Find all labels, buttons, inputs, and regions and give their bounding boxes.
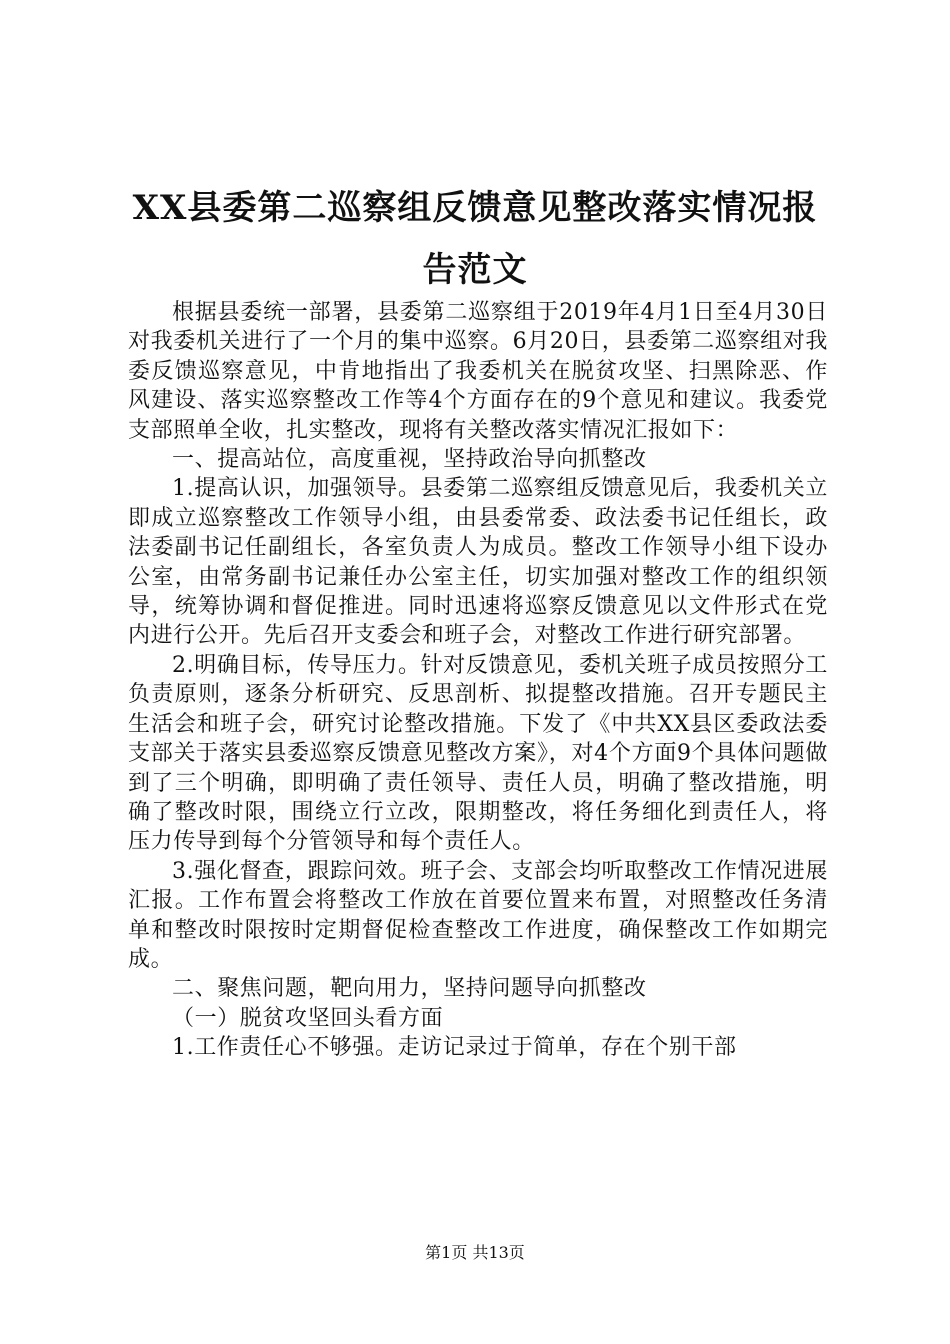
section-heading-2: 二、聚焦问题，靶向用力，坚持问题导向抓整改 xyxy=(172,976,647,1002)
paragraph-item-1: 1.提高认识，加强领导。县委第二巡察组反馈意见后，我委机关立即成立巡察整改工作领导小组，由县委常委、政法委书记任组长，政法委副书记任副组长，各室负责人为成员。整改工作领导小组下设办公室，由常务副书记兼任办公室主任，切实加强对整改工作的组织领导，统筹协调和督促推进。同时迅速将巡察反馈意见以文件形式在党内进行公开。先后召开支委会和班子会，对整改工作进行研究部署。 xyxy=(128,476,828,649)
document-title-line-2: 告范文 xyxy=(422,250,528,290)
page-footer: 第1页 共13页 xyxy=(425,1243,525,1262)
paragraph-item-2: 2.明确目标，传导压力。针对反馈意见，委机关班子成员按照分工负责原则，逐条分析研究、反思剖析、拟提整改措施。召开专题民主生活会和班子会，研究讨论整改措施。下发了《中共XX县区委政法委支部关于落实县委巡察反馈意见整改方案》，对4个方面9个具体问题做到了三个明确，即明确了责任领导、责任人员，明确了整改措施，明确了整改时限，围绕立行立改，限期整改，将任务细化到责任人，将压力传导到每个分管领导和每个责任人。 xyxy=(128,652,828,855)
document-title-line-1: XX县委第二巡察组反馈意见整改落实情况报 xyxy=(132,188,818,228)
document-body xyxy=(128,298,828,1063)
paragraph-item-3: 3.强化督查，跟踪问效。班子会、支部会均听取整改工作情况进展汇报。工作布置会将整改工作放在首要位置来布置，对照整改任务清单和整改时限按时定期督促检查整改工作进度，确保整改工作如期完成。 xyxy=(128,858,828,972)
section-heading-1: 一、提高站位，高度重视，坚持政治导向抓整改 xyxy=(172,447,647,473)
subsection-heading-1: （一）脱贫攻坚回头看方面 xyxy=(172,1005,444,1031)
paragraph-item-4: 1.工作责任心不够强。走访记录过于简单，存在个别干部 xyxy=(172,1035,737,1061)
intro-paragraph: 根据县委统一部署，县委第二巡察组于2019年4月1日至4月30日对我委机关进行了一个月的集中巡察。6月20日，县委第二巡察组对我委反馈巡察意见，中肯地指出了我委机关在脱贫攻坚、扫黑除恶、作风建设、落实巡察整改工作等4个方面存在的9个意见和建议。我委党支部照单全收，扎实整改，现将有关整改落实情况汇报如下： xyxy=(128,300,828,443)
